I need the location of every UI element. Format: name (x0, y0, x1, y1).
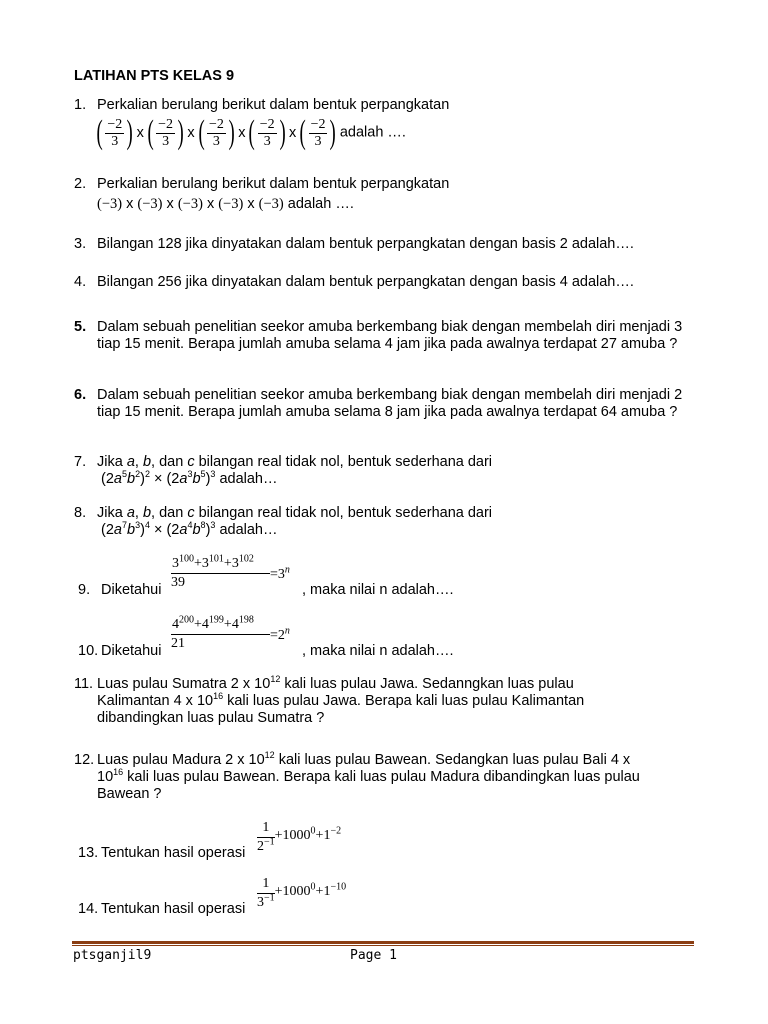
question-text: Luas pulau Madura 2 x $10^{12}$ kali luas pulau Bawean. Sedangkan luas pulau Bali 4 x (97, 750, 631, 768)
question-text: Jika a, b, dan c bilangan real tidak nol, bentuk sederhana dari (97, 454, 493, 470)
question-7 (74, 454, 714, 488)
footer-rule (72, 941, 694, 944)
question-number: 8. (74, 505, 87, 521)
question-5 (74, 319, 714, 353)
question-number: 11. (74, 676, 94, 692)
question-text: Perkalian berulang berikut dalam bentuk perpangkatan (97, 97, 450, 113)
footer-rule-thin (72, 945, 694, 946)
question-1-expression: ( $\frac{-2}{3}$ ) x ( $\frac{-2}{3}$ ) x ( $\frac{-2}{3}$ ) x ( $\frac{-2}{3}$ ) x ( $\frac{-2}{3}$ ) adalah …. (97, 116, 714, 156)
question-11 (74, 676, 714, 727)
question-12 (74, 752, 714, 803)
question-number: 12. (74, 752, 95, 768)
question-13-expression: $\frac{1}{2^{-1}}$ $+1000^0+1^{-2}$ (257, 820, 342, 854)
question-8 (74, 505, 714, 539)
fraction-term: ( $\frac{-2}{3}$ ) (96, 114, 134, 151)
question-7-expression: $(2a^5b^2)^2 \times (2a^3b^5)^3$ adalah… (101, 469, 278, 487)
question-1 (74, 97, 714, 156)
question-number: 6. (74, 387, 87, 403)
page-title: LATIHAN PTS KELAS 9 (74, 68, 235, 84)
question-2 (74, 176, 714, 213)
question-3 (74, 236, 714, 253)
question-text: Bawean ? (97, 786, 162, 802)
question-text: Luas pulau Sumatra 2 x $10^{12}$ kali luas pulau Jawa. Sedanngkan luas pulau (97, 674, 574, 692)
question-10-equation: $\frac{4^{200}+4^{199}+4^{198}}{21}$ $=2^n$ (171, 614, 290, 651)
question-text: Perkalian berulang berikut dalam bentuk perpangkatan (97, 176, 450, 192)
question-10-tail: , maka nilai n adalah…. (302, 643, 454, 659)
question-text: dibandingkan luas pulau Sumatra ? (97, 710, 325, 726)
question-text: Dalam sebuah penelitian seekor amuba berkembang biak dengan membelah diri menjadi 3 tiap 15 menit. Berapa jumlah amuba selama 4 jam jika pada awalnya terdapat 27 amuba ? (97, 319, 683, 352)
question-number: 4. (74, 274, 87, 290)
fraction-term: ( $\frac{-2}{3}$ ) (147, 114, 184, 151)
question-text: Bilangan 128 jika dinyatakan dalam bentuk perpangkatan dengan basis 2 adalah…. (97, 236, 634, 252)
question-13-label: Tentukan hasil operasi (101, 845, 246, 861)
question-number: 1. (74, 97, 87, 113)
question-9-tail: , maka nilai n adalah…. (302, 582, 454, 598)
question-10-number: 10. (78, 643, 99, 659)
question-14-expression: $\frac{1}{3^{-1}}$ $+1000^0+1^{-10}$ (257, 876, 347, 910)
question-4 (74, 274, 714, 291)
question-number: 3. (74, 236, 87, 252)
question-number: 5. (74, 319, 87, 335)
question-14-label: Tentukan hasil operasi (101, 901, 246, 917)
question-text: Dalam sebuah penelitian seekor amuba berkembang biak dengan membelah diri menjadi 2 tiap 15 menit. Berapa jumlah amuba selama 8 jam jika pada awalnya terdapat 64 amuba ? (97, 387, 683, 420)
fraction-term: ( $\frac{-2}{3}$ ) (198, 114, 235, 151)
footer-page-number: Page 1 (350, 948, 397, 963)
question-text: Bilangan 256 jika dinyatakan dalam bentuk perpangkatan dengan basis 4 adalah…. (97, 274, 634, 290)
question-number: 7. (74, 454, 87, 470)
question-6 (74, 387, 714, 421)
question-9-equation: $\frac{3^{100}+3^{101}+3^{102}}{39}$ $=3^n$ (171, 553, 290, 590)
question-14-number: 14. (78, 901, 99, 917)
question-text: Kalimantan 4 x $10^{16}$ kali luas pulau Jawa. Berapa kali luas pulau Kalimantan (97, 691, 585, 709)
fraction-term: ( $\frac{-2}{3}$ ) (248, 114, 286, 151)
question-10-label: Diketahui (101, 643, 162, 659)
question-8-expression: $(2a^7b^3)^4 \times (2a^4b^8)^3$ adalah… (101, 520, 278, 538)
question-number: 2. (74, 176, 87, 192)
question-9-label: Diketahui (101, 582, 162, 598)
footer-filename: ptsganjil9 (73, 948, 152, 963)
question-text: $10^{16}$ kali luas pulau Bawean. Berapa kali luas pulau Madura dibandingkan luas pulau (97, 767, 640, 785)
question-9-number: 9. (78, 582, 91, 598)
question-2-expression: (−3) x (−3) x (−3) x (−3) x (−3) adalah …. (97, 196, 354, 212)
question-text: Jika a, b, dan c bilangan real tidak nol, bentuk sederhana dari (97, 505, 493, 521)
question-13-number: 13. (78, 845, 99, 861)
fraction-term: ( $\frac{-2}{3}$ ) (299, 114, 337, 151)
